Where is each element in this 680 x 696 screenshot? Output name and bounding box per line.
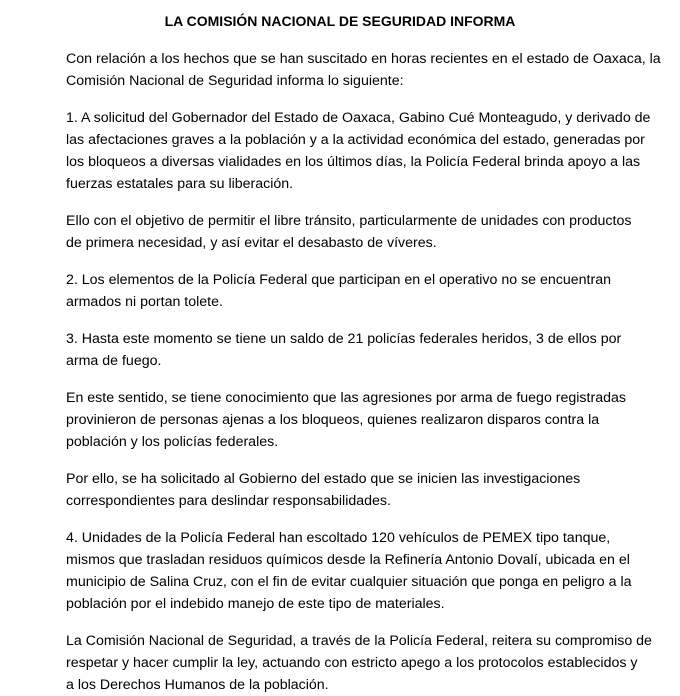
text-line: 3. Hasta este momento se tiene un saldo de 21 policías federales heridos, 3 de ellos por (66, 331, 622, 347)
paragraph-point-4 (66, 527, 668, 615)
paragraph-point-2 (66, 269, 668, 313)
text-line: respetar y hacer cumplir la ley, actuando con estricto apego a los protocolos establecidos y (66, 655, 638, 671)
text-line: las afectaciones graves a la población y a la actividad económica del estado, generadas por (66, 132, 645, 148)
text-line: Ello con el objetivo de permitir el libre tránsito, particularmente de unidades con productos (66, 213, 632, 229)
text-line: municipio de Salina Cruz, con el fin de evitar cualquier situación que ponga en peligro a la (66, 574, 632, 590)
text-line: fuerzas estatales para su liberación. (66, 176, 294, 192)
text-line: Con relación a los hechos que se han suscitado en horas recientes en el estado de Oaxaca, la (66, 51, 661, 67)
text-line: mismos que trasladan residuos químicos desde la Refinería Antonio Dovalí, ubicada en el (66, 552, 630, 568)
paragraph-investigations (66, 468, 668, 512)
text-line: población por el indebido manejo de este tipo de materiales. (66, 596, 445, 612)
paragraph-aggressions (66, 387, 668, 453)
paragraph-point-3 (66, 328, 668, 372)
text-line: armados ni portan tolete. (66, 294, 223, 310)
text-line: los bloqueos a diversas vialidades en los últimos días, la Policía Federal brinda apoyo a las (66, 154, 641, 170)
text-line: población y los policías federales. (66, 434, 279, 450)
text-line: La Comisión Nacional de Seguridad, a través de la Policía Federal, reitera su compromiso de (66, 633, 652, 649)
text-line: 2. Los elementos de la Policía Federal que participan en el operativo no se encuentran (66, 272, 611, 288)
text-line: Por ello, se ha solicitado al Gobierno del estado que se inicien las investigaciones (66, 471, 581, 487)
document-title: LA COMISIÓN NACIONAL DE SEGURIDAD INFORMA (164, 13, 516, 29)
paragraph-objective (66, 210, 668, 254)
text-line: correspondientes para deslindar responsabilidades. (66, 493, 391, 509)
paragraph-point-1 (66, 107, 668, 195)
text-line: 4. Unidades de la Policía Federal han escoltado 120 vehículos de PEMEX tipo tanque, (66, 530, 611, 546)
text-line: En este sentido, se tiene conocimiento que las agresiones por arma de fuego registradas (66, 390, 626, 406)
text-line: provinieron de personas ajenas a los bloqueos, quienes realizaron disparos contra la (66, 412, 600, 428)
text-line: de primera necesidad, y así evitar el desabasto de víveres. (66, 235, 437, 251)
text-line: a los Derechos Humanos de la población. (66, 677, 329, 693)
paragraph-closing (66, 630, 668, 696)
text-line: arma de fuego. (66, 353, 162, 369)
text-line: 1. A solicitud del Gobernador del Estado de Oaxaca, Gabino Cué Monteagudo, y derivado de (66, 110, 651, 126)
text-line: Comisión Nacional de Seguridad informa lo siguiente: (66, 73, 404, 89)
paragraph-intro (66, 48, 668, 92)
